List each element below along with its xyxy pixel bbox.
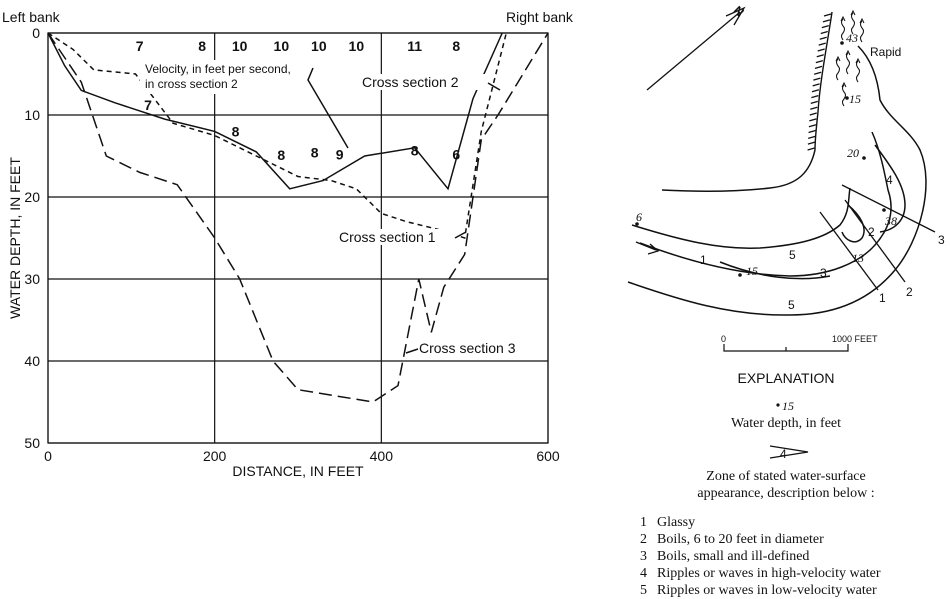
legend-text-3: Boils, small and ill-defined	[657, 549, 810, 564]
right-bank-label: Right bank	[506, 9, 573, 25]
section-number-3: 3	[938, 233, 945, 247]
left-bank-label: Left bank	[2, 9, 60, 25]
velocity-note-leader	[308, 68, 348, 148]
zone-caption-line2: appearance, description below :	[697, 486, 875, 501]
zone-symbol-icon	[770, 446, 808, 458]
velocity-label: 8	[410, 142, 419, 159]
x-axis-label: DISTANCE, IN FEET	[232, 463, 364, 479]
legend-num-1: 1	[640, 515, 647, 530]
zone-label-5a: 5	[789, 248, 796, 262]
plot-frame	[48, 33, 548, 443]
river-map	[628, 3, 945, 351]
gridlines	[48, 33, 548, 443]
velocity-label: 7	[144, 97, 152, 114]
velocity-note-line2: in cross section 2	[145, 77, 238, 91]
north-label: N	[730, 3, 747, 20]
x-tick-labels	[44, 448, 560, 464]
legend-num-4: 4	[640, 566, 647, 581]
zone-boundary-a	[632, 188, 850, 248]
cross-section-2-label: Cross section 2	[362, 74, 459, 90]
cross-section-1-label: Cross section 1	[339, 229, 436, 245]
legend-text-2: Boils, 6 to 20 feet in diameter	[657, 532, 824, 547]
y-tick-label: 30	[24, 271, 40, 287]
rapid-wiggle	[857, 61, 860, 82]
hatch-mark	[823, 20, 830, 22]
left-bank-line	[662, 150, 815, 191]
section-number-2: 2	[906, 285, 913, 299]
cs3-leader	[406, 349, 418, 353]
zone-label-4: 4	[886, 173, 893, 187]
depth-label-6: 6	[636, 210, 642, 224]
y-tick-label: 50	[24, 435, 40, 451]
cross-section-3-label: Cross section 3	[419, 340, 516, 356]
rapid-wiggle	[837, 59, 840, 80]
depth-caption: Water depth, in feet	[730, 416, 842, 431]
depth-point	[840, 41, 844, 45]
depth-symbol-value: 15	[782, 399, 794, 413]
legend-num-2: 2	[640, 532, 647, 547]
hatch-mark	[821, 31, 828, 33]
depth-label-43: 43	[846, 31, 858, 45]
hatch-mark	[808, 148, 815, 150]
depth-point	[882, 208, 886, 212]
rapid-wiggle	[843, 85, 846, 106]
velocity-label: 10	[231, 38, 248, 55]
zone-label-5b: 5	[788, 298, 795, 312]
hatch-mark	[824, 14, 831, 16]
depth-label-20: 20	[847, 146, 859, 160]
cross-section-chart	[2, 9, 574, 479]
hatch-mark	[810, 113, 817, 115]
zone-caption-line1: Zone of stated water-surface	[706, 469, 866, 484]
velocity-label: 10	[311, 38, 327, 55]
scale-end: 1000 FEET	[832, 334, 878, 344]
y-tick-label: 20	[24, 189, 40, 205]
depth-label-38: 38	[885, 214, 897, 228]
velocity-label: 8	[452, 38, 461, 55]
hatch-mark	[808, 136, 815, 138]
depth-point	[738, 273, 742, 277]
hatch-mark	[815, 66, 822, 68]
right-bank-line	[628, 46, 926, 315]
hatch-mark	[814, 72, 821, 74]
velocity-labels	[136, 38, 461, 163]
y-tick-label: 0	[32, 25, 40, 41]
y-tick-label: 40	[24, 353, 40, 369]
rapid-wiggle	[847, 53, 850, 74]
x-tick-label: 600	[536, 448, 560, 464]
hatch-mark	[820, 37, 827, 39]
hatch-mark	[811, 96, 818, 98]
legend-list	[640, 515, 881, 598]
hatch-mark	[816, 61, 823, 63]
explanation-title: EXPLANATION	[737, 370, 835, 386]
rapid-label: Rapid	[870, 45, 902, 59]
zone-symbol-value: 4	[780, 447, 787, 461]
hatch-mark	[809, 125, 816, 127]
hatch-mark	[818, 49, 825, 51]
velocity-label: 8	[277, 147, 286, 164]
legend-num-3: 3	[640, 549, 647, 564]
x-tick-label: 400	[369, 448, 394, 464]
hatch-mark	[810, 107, 817, 109]
hatch-mark	[809, 131, 816, 133]
hatch-mark	[817, 55, 824, 57]
legend-num-5: 5	[640, 583, 647, 598]
velocity-label: 6	[452, 146, 461, 163]
zone-label-1: 1	[700, 253, 707, 267]
hatch-mark	[809, 119, 816, 121]
x-tick-label: 0	[44, 448, 52, 464]
velocity-label: 8	[231, 123, 240, 140]
depth-point	[862, 156, 866, 160]
rapid-wiggle	[842, 19, 845, 40]
zone-label-2: 2	[868, 225, 875, 239]
velocity-label: 7	[135, 38, 144, 55]
depth-label-15a: 15	[849, 92, 861, 106]
section-number-1: 1	[879, 291, 886, 305]
hatch-mark	[813, 84, 820, 86]
scale-start: 0	[721, 334, 727, 344]
velocity-label: 8	[198, 38, 207, 55]
rapid-wiggle	[861, 21, 864, 42]
hatch-mark	[808, 142, 815, 144]
velocity-label: 11	[407, 38, 423, 55]
velocity-label: 9	[335, 146, 344, 163]
explanation	[640, 370, 881, 598]
velocity-label: 8	[310, 144, 319, 161]
y-tick-labels	[24, 25, 40, 451]
legend-text-4: Ripples or waves in high-velocity water	[657, 566, 881, 581]
zone-label-3: 3	[820, 266, 827, 280]
scale-bar	[724, 344, 848, 351]
hatch-mark	[811, 101, 818, 103]
legend-text-1: Glassy	[657, 515, 696, 530]
hatch-mark	[812, 90, 819, 92]
depth-label-13: 13	[852, 251, 864, 265]
north-arrow-shaft	[647, 12, 740, 90]
depth-label-15b: 15	[746, 264, 758, 278]
y-axis-label: WATER DEPTH, IN FEET	[7, 157, 23, 319]
hatch-mark	[813, 78, 820, 80]
velocity-note-line1: Velocity, in feet per second,	[145, 62, 291, 76]
depth-symbol-dot	[776, 403, 779, 406]
hatch-mark	[819, 43, 826, 45]
cliff-hatching	[808, 14, 831, 150]
velocity-label: 10	[348, 38, 365, 55]
x-tick-label: 200	[202, 448, 227, 464]
hatch-mark	[822, 26, 829, 28]
velocity-label: 10	[273, 38, 290, 55]
legend-text-5: Ripples or waves in low-velocity water	[657, 583, 877, 598]
y-tick-label: 10	[24, 107, 40, 123]
